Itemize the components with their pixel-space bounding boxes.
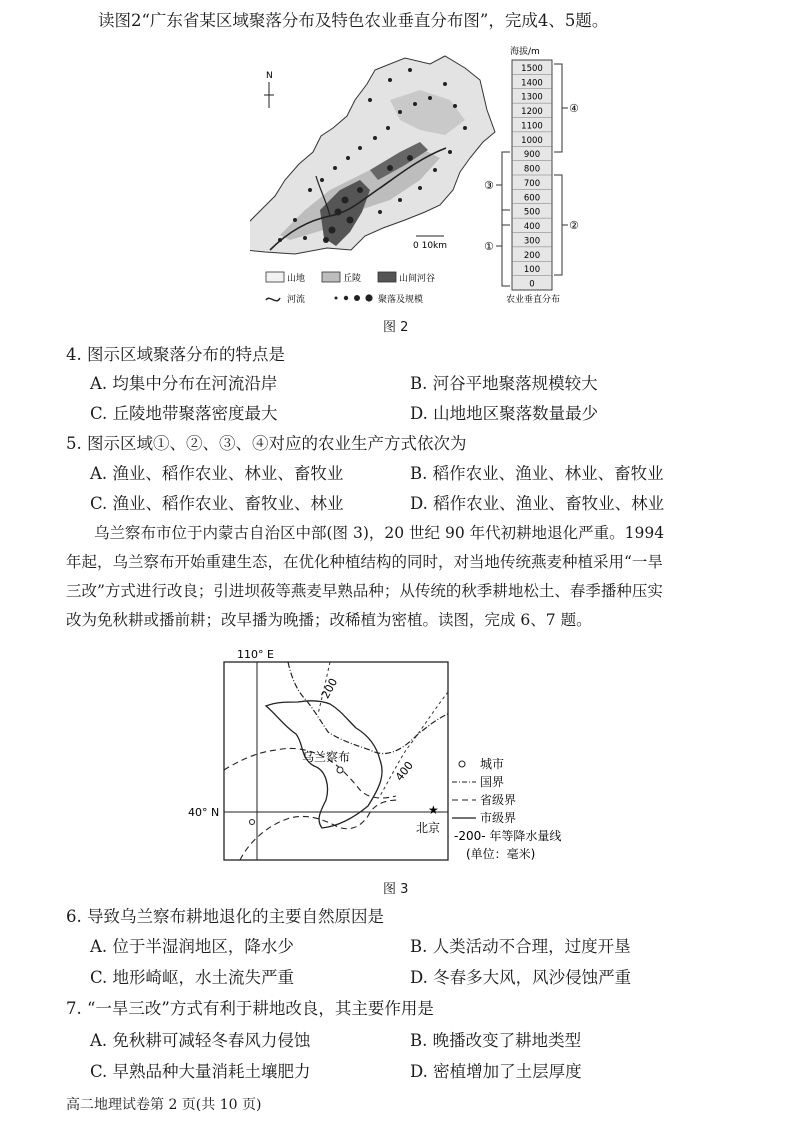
altitude-tick-label: 1200 (521, 107, 543, 117)
altitude-tick-label: 1100 (521, 121, 543, 132)
figure-3-caption: 图 3 (383, 882, 409, 897)
legend-unit: (单位：毫米) (466, 847, 536, 861)
q4-option-c[interactable]: C. 丘陵地带聚落密度最大 (90, 404, 278, 423)
altitude-tick-label: 900 (523, 150, 541, 161)
altitude-tick-label: 1400 (521, 78, 543, 89)
altitude-tick-label: 700 (523, 178, 541, 189)
longitude-label: 110° E (237, 648, 274, 661)
q7-option-d[interactable]: D. 密植增加了土层厚度 (410, 1062, 582, 1081)
altitude-tick-label: 400 (523, 222, 541, 232)
q4-option-b[interactable]: B. 河谷平地聚落规模较大 (410, 374, 598, 393)
altitude-tick-label: 100 (523, 265, 541, 276)
q5-option-c[interactable]: C. 渔业、稻作农业、畜牧业、林业 (90, 494, 344, 513)
q4-stem: 4. 图示区域聚落分布的特点是 (66, 345, 285, 364)
altitude-tick-label: 200 (523, 250, 541, 261)
q6-option-c[interactable]: C. 地形崎岖，水土流失严重 (90, 968, 295, 987)
legend-mountain: 山地 (287, 274, 306, 284)
legend-provincial: 省级界 (480, 793, 517, 807)
bracket-3: ③ (484, 179, 494, 192)
q6-option-b[interactable]: B. 人类活动不合理，过度开垦 (410, 937, 631, 956)
altitude-tick-label: 1000 (521, 135, 543, 146)
bracket-4: ④ (569, 102, 579, 115)
figure-2-caption: 图 2 (383, 320, 409, 335)
q5-stem: 5. 图示区域①、②、③、④对应的农业生产方式依次为 (66, 434, 467, 453)
intro-text: 读图2“广东省某区域聚落分布及特色农业垂直分布图”，完成4、5题。 (98, 11, 609, 30)
passage-line-2: 年起，乌兰察布开始重建生态，在优化种植结构的同时，对当地传统燕麦种植采用“一旱 (66, 553, 663, 571)
scale-label: 0 10km (413, 241, 448, 251)
legend-city: 城市 (480, 757, 505, 771)
page-footer: 高二地理试卷第 2 页(共 10 页) (66, 1097, 262, 1113)
north-label: N (266, 71, 273, 81)
ulanqab-city-icon (337, 767, 343, 773)
region-map (250, 56, 495, 254)
beijing-label: 北京 (416, 821, 441, 835)
altitude-tick-label: 1500 (521, 63, 543, 74)
altitude-tick-label: 600 (523, 193, 541, 204)
q4-option-a[interactable]: A. 均集中分布在河流沿岸 (90, 374, 278, 393)
passage-line-4: 改为免秋耕或播前耕；改早播为晚播；改稀植为密植。读图，完成 6、7 题。 (66, 611, 592, 629)
legend-hill: 丘陵 (343, 274, 362, 284)
q7-option-b[interactable]: B. 晚播改变了耕地类型 (410, 1031, 582, 1050)
q7-option-a[interactable]: A. 免秋耕可减轻冬春风力侵蚀 (90, 1031, 311, 1050)
altitude-tick-label: 1300 (521, 92, 543, 103)
legend-national: 国界 (480, 775, 505, 789)
altitude-tick-label: 800 (523, 164, 541, 175)
legend-settlement: 聚落及规模 (378, 295, 424, 305)
q6-stem: 6. 导致乌兰察布耕地退化的主要自然原因是 (66, 907, 384, 926)
altitude-chart-title: 农业垂直分布 (506, 295, 561, 305)
figure-3 (180, 640, 620, 875)
q5-option-b[interactable]: B. 稻作农业、渔业、林业、畜牧业 (410, 464, 664, 483)
passage-line-3: 三改”方式进行改良；引进坝莜等燕麦早熟品种；从传统的秋季耕地松土、春季播种压实 (66, 582, 663, 600)
q6-option-a[interactable]: A. 位于半湿润地区，降水少 (90, 937, 294, 956)
q4-option-d[interactable]: D. 山地地区聚落数量最少 (410, 404, 599, 423)
legend-river: 河流 (287, 295, 306, 305)
latitude-label: 40° N (188, 806, 220, 819)
bracket-1: ① (484, 240, 494, 253)
q6-option-d[interactable]: D. 冬春多大风，风沙侵蚀严重 (410, 968, 632, 987)
legend-municipal: 市级界 (480, 811, 517, 825)
q7-option-c[interactable]: C. 早熟品种大量消耗土壤肥力 (90, 1062, 311, 1081)
figure-2 (250, 40, 590, 312)
isohyet-400-label: 400 (392, 758, 416, 784)
bracket-2: ② (569, 219, 579, 232)
altitude-axis-label: 海拔/m (510, 47, 540, 57)
q7-stem: 7. “一旱三改”方式有利于耕地改良，其主要作用是 (66, 999, 434, 1018)
altitude-tick-label: 300 (523, 236, 541, 247)
altitude-tick-label: 500 (523, 207, 541, 218)
isohyet-200-label: 200 (318, 676, 341, 701)
legend-isohyet: -200- 年等降水量线 (454, 829, 562, 843)
passage-line-1: 乌兰察布市位于内蒙古自治区中部(图 3)，20 世纪 90 年代初耕地退化严重。1994 (94, 524, 665, 542)
q5-option-a[interactable]: A. 渔业、稻作农业、林业、畜牧业 (90, 464, 344, 483)
beijing-star-icon: ★ (428, 803, 439, 817)
q5-option-d[interactable]: D. 稻作农业、渔业、畜牧业、林业 (410, 494, 665, 513)
legend-valley: 山间河谷 (399, 274, 436, 284)
ulanqab-label: 乌兰察布 (302, 750, 351, 764)
altitude-tick-label: 0 (529, 279, 535, 290)
